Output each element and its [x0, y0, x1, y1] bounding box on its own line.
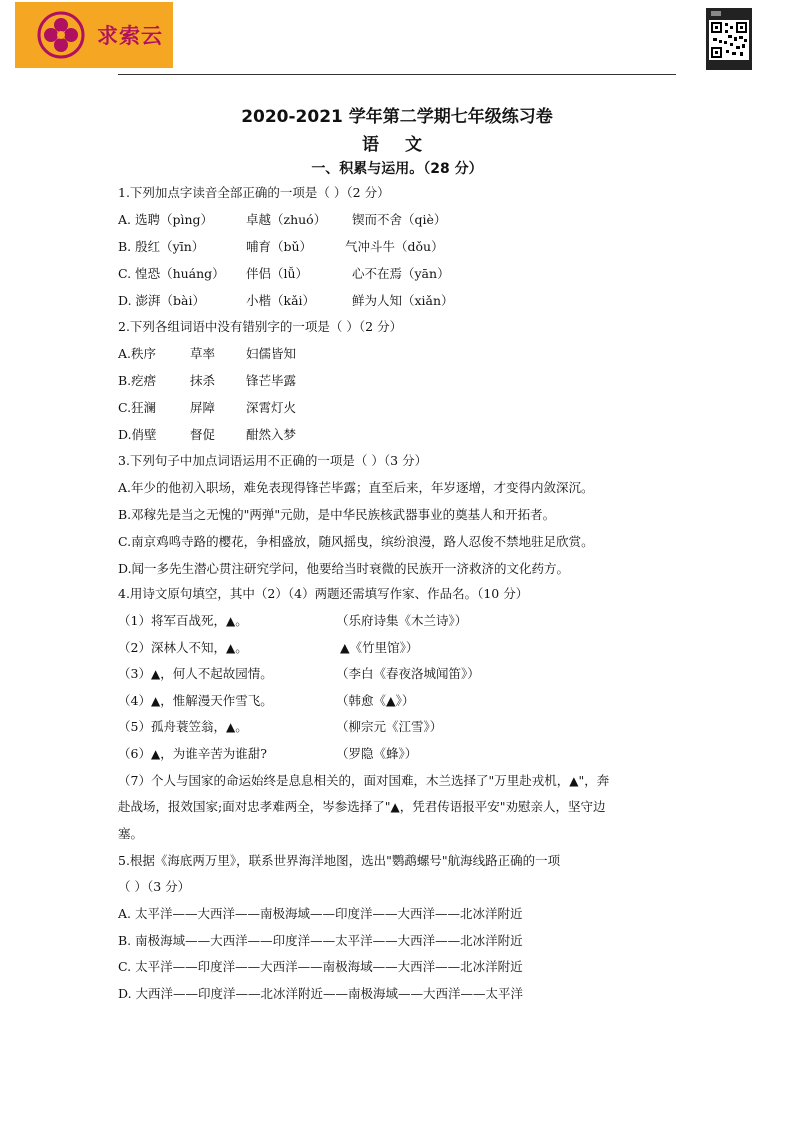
q5-option-d: D. 大西洋——印度洋——北冰洋附近——南极海域——大西洋——太平洋 — [118, 986, 524, 1001]
clover-logo-icon — [37, 11, 85, 59]
q3-option-d: D.闻一多先生潜心贯注研究学问，他要给当时衰微的民族开一济救济的文化药方。 — [118, 561, 570, 576]
q4-item-2: （2）深林人不知，▲。 — [118, 640, 248, 655]
q5-option-c: C. 太平洋——印度洋——大西洋——南极海域——大西洋——北冰洋附近 — [118, 959, 523, 974]
answer-blank-triangle: ▲ — [569, 774, 579, 788]
q4-item-3-source: （李白《春夜洛城闻笛》） — [336, 666, 480, 681]
subject-title: 语 文 — [362, 135, 432, 155]
brand-logo — [15, 2, 173, 68]
q5-option-a: A. 太平洋——大西洋——南极海域——印度洋——大西洋——北冰洋附近 — [118, 906, 523, 921]
paper-title: 2020-2021 学年第二学期七年级练习卷 — [241, 107, 553, 127]
q4-item-5-source: （柳宗元《江雪》） — [336, 719, 443, 734]
answer-blank-triangle: ▲ — [225, 641, 236, 655]
q3-option-a: A.年少的他初入职场，难免表现得锋芒毕露；直至后来，年岁逐增，才变得内敛深沉。 — [118, 480, 594, 495]
q4-item-7-line-2: 赴战场，报效国家;面对忠孝难两全，岑参选择了"▲，凭君传语报平安"劝慰亲人，坚守边 — [118, 799, 606, 814]
q5-stem-1: 5.根据《海底两万里》，联系世界海洋地图，选出"鹦鹉螺号"航海线路正确的一项 — [118, 853, 561, 868]
answer-blank-triangle: ▲ — [225, 720, 236, 734]
q4-item-4-source: （韩愈《▲》） — [336, 693, 415, 708]
q3-option-b: B.邓稼先是当之无愧的"两弹"元勋，是中华民族核武器事业的奠基人和开拓者。 — [118, 507, 556, 522]
q4-item-5: （5）孤舟蓑笠翁，▲。 — [118, 719, 248, 734]
q1-stem: 1.下列加点字读音全部正确的一项是（ ）（2 分） — [118, 185, 390, 200]
answer-blank-triangle: ▲ — [150, 667, 161, 681]
q4-item-2-source: ▲《竹里馆》） — [340, 640, 419, 655]
q4-item-1: （1）将军百战死，▲。 — [118, 613, 248, 628]
answer-blank-triangle: ▲ — [150, 694, 161, 708]
q4-item-6-source: （罗隐《蜂》） — [336, 746, 418, 761]
q4-item-4: （4）▲，惟解漫天作雪飞。 — [118, 693, 273, 708]
q4-item-3: （3）▲，何人不起故园情。 — [118, 666, 273, 681]
q3-option-c: C.南京鸡鸣寺路的樱花，争相盛放，随风摇曳，缤纷浪漫，路人忍俊不禁地驻足欣赏。 — [118, 534, 594, 549]
answer-blank-triangle: ▲ — [390, 800, 400, 814]
q4-item-7-line-1: （7）个人与国家的命运始终是息息相关的，面对国难，木兰选择了"万里赴戎机，▲"，奔 — [118, 773, 610, 788]
q4-stem: 4.用诗文原句填空，其中（2）（4）两题还需填写作家、作品名。（10 分） — [118, 586, 529, 601]
q5-option-b: B. 南极海域——大西洋——印度洋——太平洋——大西洋——北冰洋附近 — [118, 933, 523, 948]
qr-code-icon — [706, 8, 752, 70]
q4-item-6: （6）▲，为谁辛苦为谁甜? — [118, 746, 267, 761]
q2-stem: 2.下列各组词语中没有错别字的一项是（ ）（2 分） — [118, 319, 403, 334]
answer-blank-triangle: ▲ — [150, 747, 161, 761]
section-title: 一、积累与运用。（28 分） — [311, 161, 483, 177]
answer-blank-triangle: ▲ — [225, 614, 236, 628]
q3-stem: 3.下列句子中加点词语运用不正确的一项是（ ）（3 分） — [118, 453, 428, 468]
brand-name: 求索云 — [97, 24, 163, 48]
q4-item-1-source: （乐府诗集《木兰诗》） — [336, 613, 468, 628]
q4-item-7-line-3: 塞。 — [118, 826, 144, 841]
header-rule — [118, 74, 676, 75]
q5-stem-2: （ ）（3 分） — [118, 879, 191, 894]
